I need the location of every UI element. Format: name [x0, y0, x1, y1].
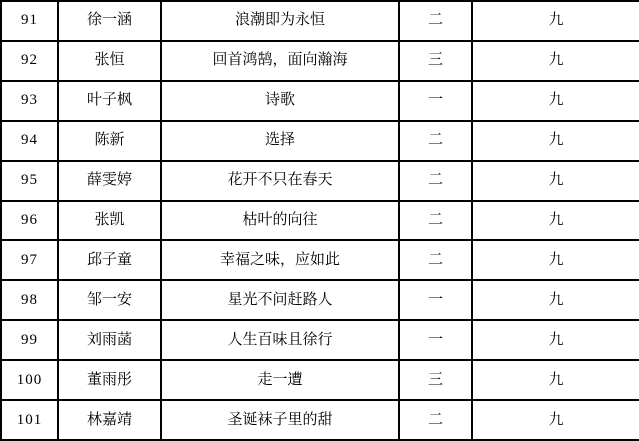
cell-grade: 九: [472, 41, 639, 81]
cell-title: 花开不只在春天: [161, 161, 399, 201]
cell-level: 二: [399, 240, 472, 280]
cell-number: 101: [1, 400, 58, 440]
cell-number: 91: [1, 1, 58, 41]
cell-number: 100: [1, 360, 58, 400]
table-row: [1, 121, 639, 161]
cell-grade: 九: [472, 81, 639, 121]
cell-title: 诗歌: [161, 81, 399, 121]
cell-title: 枯叶的向往: [161, 201, 399, 241]
cell-grade: 九: [472, 121, 639, 161]
cell-title: 回首鸿鹄，面向瀚海: [161, 41, 399, 81]
cell-number: 99: [1, 320, 58, 360]
cell-grade: 九: [472, 280, 639, 320]
cell-level: 一: [399, 81, 472, 121]
table-row: [1, 320, 639, 360]
table-row: [1, 201, 639, 241]
cell-number: 96: [1, 201, 58, 241]
cell-name: 林嘉靖: [58, 400, 161, 440]
cell-title: 星光不问赶路人: [161, 280, 399, 320]
cell-name: 刘雨菡: [58, 320, 161, 360]
table-row: [1, 81, 639, 121]
cell-grade: 九: [472, 1, 639, 41]
cell-level: 一: [399, 320, 472, 360]
cell-level: 三: [399, 360, 472, 400]
cell-number: 92: [1, 41, 58, 81]
cell-number: 97: [1, 240, 58, 280]
cell-title: 走一遭: [161, 360, 399, 400]
cell-name: 叶子枫: [58, 81, 161, 121]
cell-grade: 九: [472, 201, 639, 241]
cell-grade: 九: [472, 400, 639, 440]
cell-level: 二: [399, 121, 472, 161]
table-row: [1, 1, 639, 41]
table-row: [1, 41, 639, 81]
cell-level: 二: [399, 400, 472, 440]
cell-name: 薛雯婷: [58, 161, 161, 201]
table-row: [1, 161, 639, 201]
cell-grade: 九: [472, 360, 639, 400]
cell-level: 一: [399, 280, 472, 320]
cell-number: 98: [1, 280, 58, 320]
cell-name: 邹一安: [58, 280, 161, 320]
cell-name: 邱子童: [58, 240, 161, 280]
cell-title: 浪潮即为永恒: [161, 1, 399, 41]
table-row: [1, 280, 639, 320]
cell-level: 二: [399, 201, 472, 241]
table-row: [1, 400, 639, 440]
cell-name: 张恒: [58, 41, 161, 81]
cell-name: 徐一涵: [58, 1, 161, 41]
cell-number: 94: [1, 121, 58, 161]
cell-level: 二: [399, 161, 472, 201]
cell-level: 二: [399, 1, 472, 41]
cell-grade: 九: [472, 320, 639, 360]
cell-grade: 九: [472, 161, 639, 201]
table-row: [1, 360, 639, 400]
cell-title: 圣诞袜子里的甜: [161, 400, 399, 440]
cell-title: 选择: [161, 121, 399, 161]
table-row: [1, 240, 639, 280]
cell-name: 陈新: [58, 121, 161, 161]
cell-name: 张凯: [58, 201, 161, 241]
cell-number: 95: [1, 161, 58, 201]
cell-level: 三: [399, 41, 472, 81]
cell-title: 人生百味且徐行: [161, 320, 399, 360]
cell-name: 董雨彤: [58, 360, 161, 400]
cell-number: 93: [1, 81, 58, 121]
cell-grade: 九: [472, 240, 639, 280]
cell-title: 幸福之味，应如此: [161, 240, 399, 280]
